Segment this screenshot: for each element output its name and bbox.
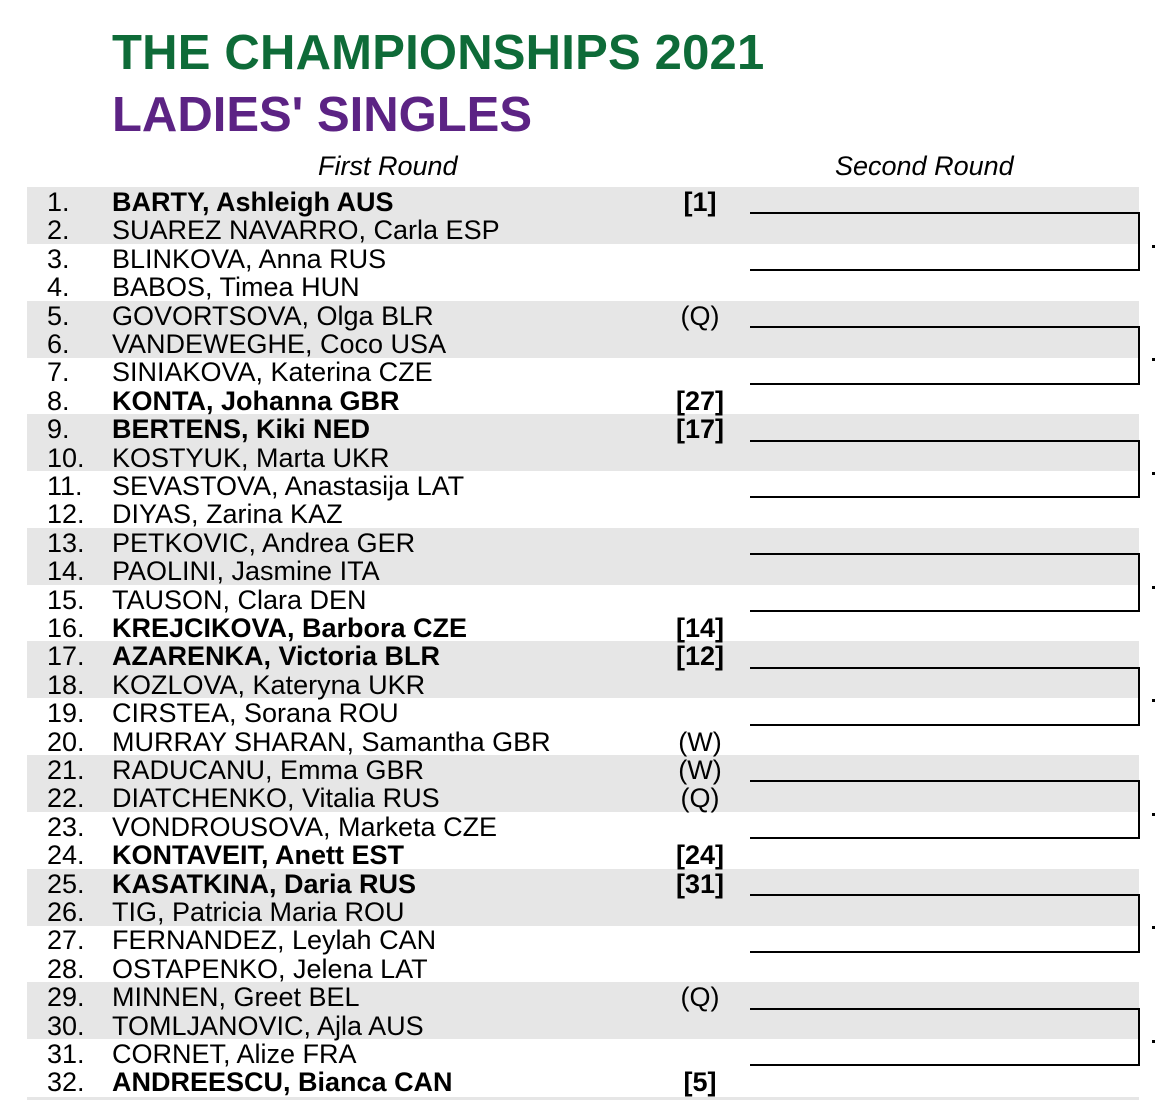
player-name: TAUSON, Clara DEN <box>112 584 367 615</box>
draw-entry <box>0 272 1156 301</box>
entry-number: 20. <box>47 726 85 757</box>
player-name: MINNEN, Greet BEL <box>112 982 360 1013</box>
second-round-slot <box>750 326 1140 328</box>
bracket-marker <box>1152 472 1155 475</box>
draw-entry <box>0 641 1156 670</box>
draw-entry <box>0 925 1156 954</box>
entry-mark: [17] <box>675 414 725 445</box>
second-round-slot <box>750 440 1140 442</box>
player-name: FERNANDEZ, Leylah CAN <box>112 925 437 956</box>
draw-entry <box>0 585 1156 614</box>
player-name: DIATCHENKO, Vitalia RUS <box>112 783 440 814</box>
draw-entry <box>0 556 1156 585</box>
entry-mark: (Q) <box>680 300 720 331</box>
bracket-connector <box>1138 553 1140 612</box>
player-name: TOMLJANOVIC, Ajla AUS <box>112 1010 424 1041</box>
entry-mark: (Q) <box>680 783 720 814</box>
entry-number: 27. <box>47 925 85 956</box>
second-round-slot <box>750 212 1140 214</box>
entry-number: 25. <box>47 868 85 899</box>
player-name: AZARENKA, Victoria BLR <box>112 641 441 672</box>
second-round-slot <box>750 667 1140 669</box>
second-round-slot <box>750 951 1140 953</box>
player-name: CORNET, Alize FRA <box>112 1039 357 1069</box>
entry-number: 28. <box>47 953 85 984</box>
draw-entry <box>0 499 1156 528</box>
entry-number: 32. <box>47 1067 85 1098</box>
entry-number: 31. <box>47 1039 85 1069</box>
draw-entry <box>0 1011 1156 1040</box>
second-round-header: Second Round <box>835 151 1014 181</box>
player-name: KONTA, Johanna GBR <box>112 385 400 416</box>
entry-number: 13. <box>47 527 85 558</box>
draw-entry <box>0 869 1156 898</box>
entry-mark: [24] <box>675 840 725 871</box>
bracket-connector <box>1138 326 1140 385</box>
draw-entry <box>0 357 1156 386</box>
draw-entry <box>0 783 1156 812</box>
bracket-marker <box>1152 699 1155 702</box>
bracket-connector <box>1138 894 1140 953</box>
draw-entry <box>0 1039 1156 1068</box>
entry-number: 9. <box>47 414 70 445</box>
entry-number: 11. <box>47 471 83 501</box>
draw-entry <box>0 471 1156 500</box>
draw-entry <box>0 727 1156 756</box>
draw-entry <box>0 1067 1156 1096</box>
player-name: BLINKOVA, Anna RUS <box>112 243 387 274</box>
second-round-slot <box>750 837 1140 839</box>
entry-mark: (Q) <box>680 982 720 1013</box>
draw-entry <box>0 528 1156 557</box>
draw-entry <box>0 670 1156 699</box>
entry-mark: [1] <box>683 187 717 217</box>
second-round-slot <box>750 610 1140 612</box>
entry-number: 16. <box>47 613 85 643</box>
bracket-connector <box>1138 212 1140 271</box>
entry-number: 19. <box>47 698 85 729</box>
entry-mark: [27] <box>675 385 725 416</box>
player-name: KASATKINA, Daria RUS <box>112 868 417 899</box>
bracket-marker <box>1152 1040 1155 1043</box>
entry-number: 3. <box>47 243 70 274</box>
draw-entry <box>0 414 1156 443</box>
bracket-marker <box>1152 586 1155 589</box>
first-round-header: First Round <box>318 151 458 181</box>
event-subtitle: LADIES' SINGLES <box>112 88 533 142</box>
entry-number: 1. <box>47 187 70 217</box>
entry-number: 17. <box>47 641 85 672</box>
entry-mark: [5] <box>683 1067 717 1098</box>
draw-entry <box>0 755 1156 784</box>
entry-number: 5. <box>47 300 70 331</box>
page-title: THE CHAMPIONSHIPS 2021 <box>112 26 765 80</box>
entry-number: 12. <box>47 499 85 530</box>
entry-number: 15. <box>47 584 85 615</box>
entry-mark: (W) <box>678 726 722 757</box>
player-name: VANDEWEGHE, Coco USA <box>112 329 447 359</box>
player-name: CIRSTEA, Sorana ROU <box>112 698 399 729</box>
entry-number: 2. <box>47 215 70 246</box>
player-name: VONDROUSOVA, Marketa CZE <box>112 811 498 842</box>
draw-entry <box>0 443 1156 472</box>
entry-mark: [31] <box>675 868 725 899</box>
draw-entry <box>0 301 1156 330</box>
entry-number: 26. <box>47 897 85 927</box>
bracket-connector <box>1138 667 1140 726</box>
player-name: GOVORTSOVA, Olga BLR <box>112 300 434 331</box>
bracket-connector <box>1138 440 1140 499</box>
player-name: SEVASTOVA, Anastasija LAT <box>112 471 465 501</box>
entry-number: 23. <box>47 811 85 842</box>
entry-number: 24. <box>47 840 85 871</box>
second-round-slot <box>750 553 1140 555</box>
entry-number: 22. <box>47 783 85 814</box>
draw-entry <box>0 982 1156 1011</box>
player-name: KOSTYUK, Marta UKR <box>112 442 390 473</box>
bracket-marker <box>1152 245 1155 248</box>
second-round-slot <box>750 269 1140 271</box>
entry-mark: (W) <box>678 755 722 785</box>
entry-number: 21. <box>47 755 85 785</box>
player-name: SINIAKOVA, Katerina CZE <box>112 357 433 388</box>
draw-entry <box>0 613 1156 642</box>
player-name: KREJCIKOVA, Barbora CZE <box>112 613 468 643</box>
player-name: OSTAPENKO, Jelena LAT <box>112 953 428 984</box>
player-name: KONTAVEIT, Anett EST <box>112 840 405 871</box>
second-round-slot <box>750 1064 1140 1066</box>
draw-entry <box>0 897 1156 926</box>
draw-entry <box>0 812 1156 841</box>
bracket-marker <box>1152 813 1155 816</box>
player-name: RADUCANU, Emma GBR <box>112 755 425 785</box>
entry-number: 18. <box>47 669 85 700</box>
second-round-slot <box>750 894 1140 896</box>
second-round-slot <box>750 724 1140 726</box>
bracket-marker <box>1152 926 1155 929</box>
player-name: BERTENS, Kiki NED <box>112 414 371 445</box>
player-name: KOZLOVA, Kateryna UKR <box>112 669 426 700</box>
draw-entry <box>0 244 1156 273</box>
second-round-slot <box>750 1008 1140 1010</box>
draw-entry <box>0 698 1156 727</box>
bracket-connector <box>1138 1008 1140 1067</box>
draw-entry <box>0 187 1156 216</box>
entry-number: 14. <box>47 556 85 587</box>
entry-number: 29. <box>47 982 85 1013</box>
second-round-slot <box>750 496 1140 498</box>
player-name: DIYAS, Zarina KAZ <box>112 499 343 530</box>
draw-entry <box>0 954 1156 983</box>
entry-number: 6. <box>47 329 70 359</box>
player-name: MURRAY SHARAN, Samantha GBR <box>112 726 551 757</box>
entry-number: 4. <box>47 272 70 303</box>
entry-mark: [14] <box>675 613 725 643</box>
second-round-slot <box>750 780 1140 782</box>
player-name: PAOLINI, Jasmine ITA <box>112 556 380 587</box>
entry-mark: [12] <box>675 641 725 672</box>
player-name: SUAREZ NAVARRO, Carla ESP <box>112 215 500 246</box>
draw-entry <box>0 329 1156 358</box>
player-name: BABOS, Timea HUN <box>112 272 360 303</box>
draw-entry <box>0 840 1156 869</box>
entry-number: 7. <box>47 357 70 388</box>
player-name: ANDREESCU, Bianca CAN <box>112 1067 453 1098</box>
entry-number: 10. <box>47 442 85 473</box>
draw-entry <box>0 386 1156 415</box>
bracket-marker <box>1152 358 1155 361</box>
draw-entry <box>0 215 1156 244</box>
entry-number: 30. <box>47 1010 85 1041</box>
bracket-connector <box>1138 780 1140 839</box>
second-round-slot <box>750 383 1140 385</box>
entry-number: 8. <box>47 385 70 416</box>
player-name: BARTY, Ashleigh AUS <box>112 187 394 217</box>
player-name: TIG, Patricia Maria ROU <box>112 897 405 927</box>
player-name: PETKOVIC, Andrea GER <box>112 527 416 558</box>
